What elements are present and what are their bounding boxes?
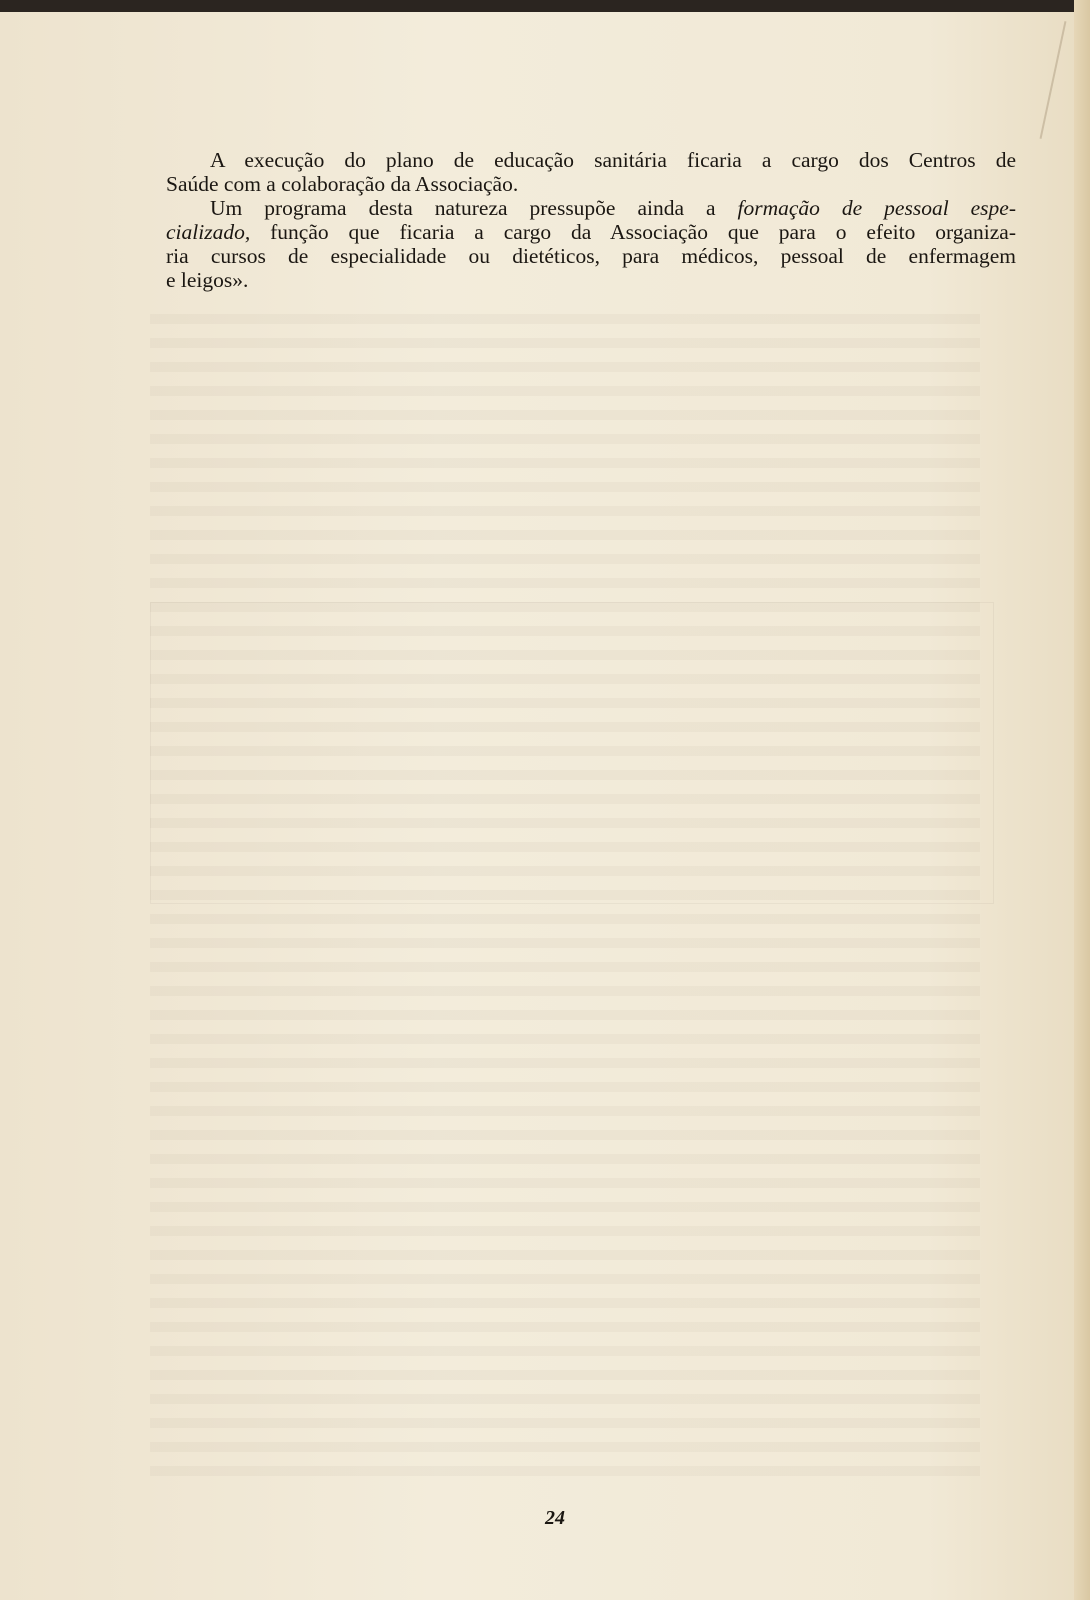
scan-right-edge	[1074, 0, 1090, 1600]
paper-fold-line	[1040, 21, 1067, 139]
paragraph-1-line-1: A execução do plano de educação sanitária ficaria a cargo dos Centros de	[210, 148, 1016, 172]
paragraph-1-line-2: Saúde com a colaboração da Associação.	[166, 172, 519, 196]
paragraph-1	[166, 148, 1016, 196]
bleed-through-box	[150, 602, 994, 904]
paragraph-2	[166, 196, 1016, 292]
paragraph-2-line-1	[166, 196, 1016, 220]
paragraph-2-line-3: ria cursos de especialidade ou dietéticos, para médicos, pessoal de enfermagem	[166, 244, 1016, 268]
paragraph-2-line-2	[166, 220, 1016, 244]
page-number: 24	[545, 1507, 565, 1529]
scan-top-edge	[0, 0, 1090, 12]
emphasis-formacao-pessoal: formação de pessoal espe-	[737, 196, 1016, 220]
paragraph-2-line-1-text: Um programa desta natureza pressupõe ainda a	[210, 196, 716, 220]
paragraph-2-line-2-text: função que ficaria a cargo da Associação que para o efeito organiza-	[270, 220, 1017, 244]
body-text	[166, 148, 1016, 292]
emphasis-especializado: cializado,	[166, 220, 251, 244]
paragraph-2-line-4: e leigos».	[166, 268, 249, 292]
